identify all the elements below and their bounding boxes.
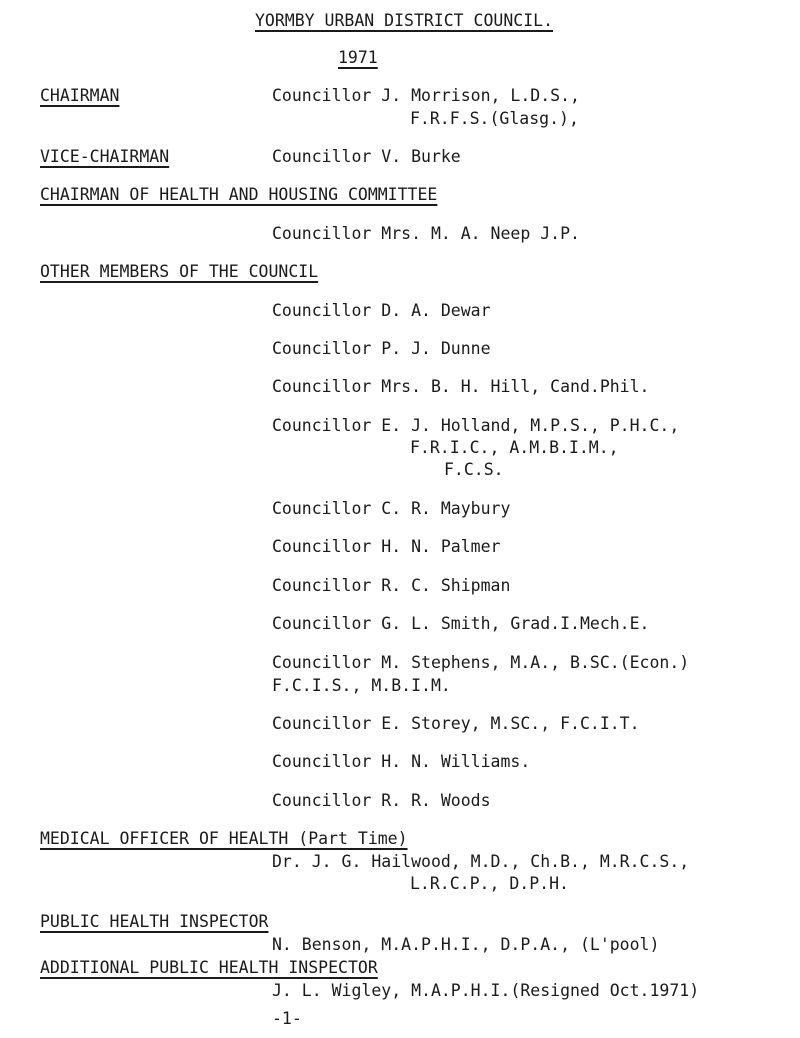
member-line: Councillor H. N. Palmer (272, 537, 501, 556)
member-line: Councillor E. Storey, M.SC., F.C.I.T. (272, 714, 640, 733)
member-line: Councillor G. L. Smith, Grad.I.Mech.E. (272, 614, 650, 633)
public-health-inspector-name: N. Benson, M.A.P.H.I., D.P.A., (L'pool) (272, 935, 660, 954)
member-line-continuation: F.C.I.S., M.B.I.M. (272, 676, 451, 695)
member-line: Councillor R. R. Woods (272, 791, 491, 810)
page-number: -1- (272, 1009, 302, 1028)
chairman-label: CHAIRMAN (40, 86, 120, 105)
public-health-inspector-label: PUBLIC HEALTH INSPECTOR (40, 912, 269, 931)
council-title: YORMBY URBAN DISTRICT COUNCIL. (255, 11, 554, 30)
member-line-continuation: F.R.I.C., A.M.B.I.M., (410, 438, 619, 457)
member-line-continuation: F.C.S. (444, 460, 504, 479)
medical-officer-name: Dr. J. G. Hailwood, M.D., Ch.B., M.R.C.S., (272, 852, 690, 871)
vice-chairman-label: VICE-CHAIRMAN (40, 147, 170, 166)
health-housing-label: CHAIRMAN OF HEALTH AND HOUSING COMMITTEE (40, 185, 438, 204)
member-line: Councillor M. Stephens, M.A., B.SC.(Econ.) (272, 653, 690, 672)
member-line: Councillor E. J. Holland, M.P.S., P.H.C., (272, 416, 680, 435)
year-heading: 1971 (338, 48, 378, 67)
chairman-name: Councillor J. Morrison, L.D.S., (272, 86, 580, 105)
member-line: Councillor H. N. Williams. (272, 752, 531, 771)
medical-officer-qualifications: L.R.C.P., D.P.H. (410, 874, 569, 893)
vice-chairman-name: Councillor V. Burke (272, 147, 461, 166)
member-line: Councillor P. J. Dunne (272, 339, 491, 358)
additional-inspector-label: ADDITIONAL PUBLIC HEALTH INSPECTOR (40, 958, 378, 977)
member-line: Councillor R. C. Shipman (272, 576, 511, 595)
member-line: Councillor D. A. Dewar (272, 301, 491, 320)
chairman-qualifications: F.R.F.S.(Glasg.), (410, 109, 579, 128)
additional-inspector-name: J. L. Wigley, M.A.P.H.I.(Resigned Oct.1971) (272, 981, 700, 1000)
member-line: Councillor Mrs. B. H. Hill, Cand.Phil. (272, 377, 650, 396)
health-housing-chairman: Councillor Mrs. M. A. Neep J.P. (272, 224, 580, 243)
other-members-label: OTHER MEMBERS OF THE COUNCIL (40, 262, 319, 281)
member-line: Councillor C. R. Maybury (272, 499, 511, 518)
medical-officer-label: MEDICAL OFFICER OF HEALTH (Part Time) (40, 829, 408, 848)
